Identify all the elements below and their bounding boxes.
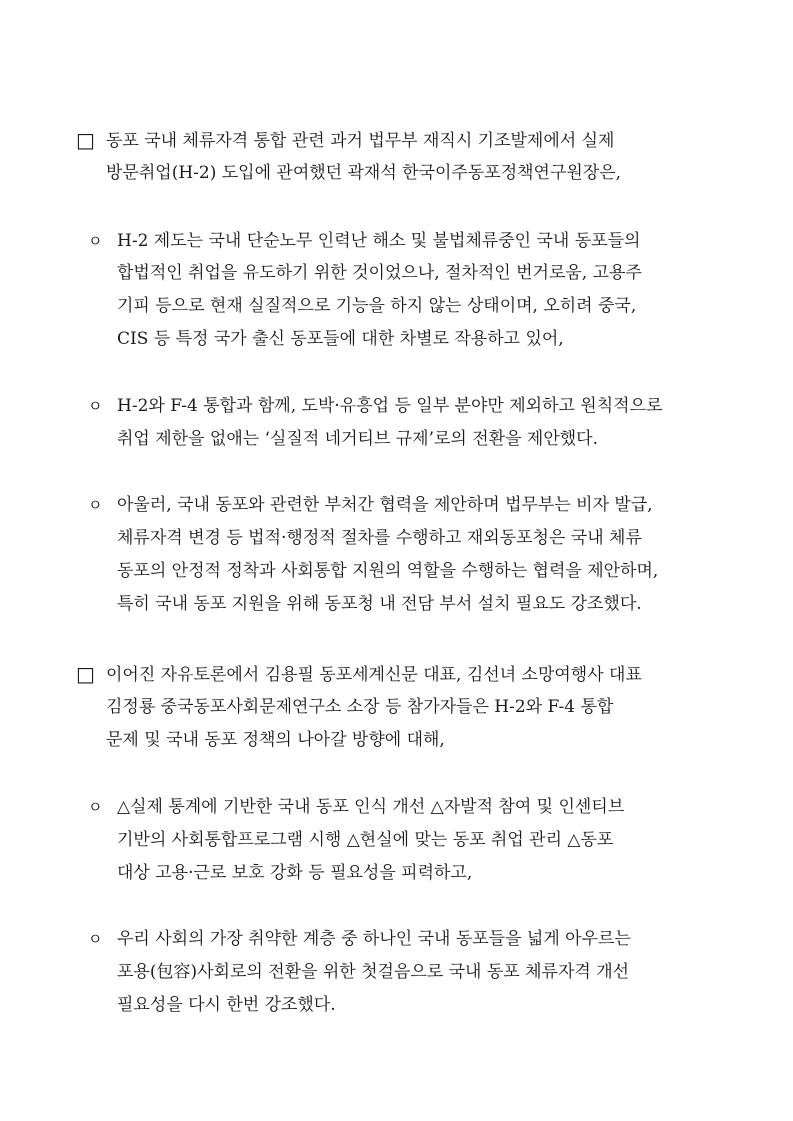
paragraph-line: 기피 등으로 현재 실질적으로 기능을 하지 않는 상태이며, 오히려 중국, [117,296,637,316]
paragraph-line: 우리 사회의 가장 취약한 계층 중 하나인 국내 동포들을 넓게 아우르는 [117,929,631,949]
paragraph-line: H-2와 F-4 통합과 함께, 도박·유흥업 등 일부 분야만 제외하고 원칙적으로 [117,396,663,416]
paragraph-line: 취업 제한을 없애는 ‘실질적 네거티브 규제’로의 전환을 제안했다. [117,429,599,449]
circle-bullet-icon: ㅇ [88,496,103,514]
square-bullet-icon: □ [76,128,95,152]
paragraph-line: 방문취업(H-2) 도입에 관여했던 곽재석 한국이주동포정책연구원장은, [106,163,622,183]
paragraph-line: 문제 및 국내 동포 정책의 나아갈 방향에 대해, [106,730,445,750]
paragraph-line: H-2 제도는 국내 단순노무 인력난 해소 및 불법체류중인 국내 동포들의 [117,231,641,251]
paragraph-line: 포용(包容)사회로의 전환을 위한 첫걸음으로 국내 동포 체류자격 개선 [117,962,630,982]
paragraph-line: 대상 고용·근로 보호 강화 등 필요성을 피력하고, [117,863,473,883]
paragraph-line: △실제 통계에 기반한 국내 동포 인식 개선 △자발적 참여 및 인센티브 [117,797,625,817]
circle-bullet-icon: ㅇ [88,397,103,415]
paragraph-line: 체류자격 변경 등 법적·행정적 절차를 수행하고 재외동포청은 국내 체류 [117,528,642,548]
paragraph-line: 김정룡 중국동포사회문제연구소 소장 등 참가자들은 H-2와 F-4 통합 [106,697,614,717]
paragraph-line: 특히 국내 동포 지원을 위해 동포청 내 전담 부서 설치 필요도 강조했다. [117,594,642,614]
circle-bullet-icon: ㅇ [88,232,103,250]
circle-bullet-icon: ㅇ [88,798,103,816]
paragraph-line: 아울러, 국내 동포와 관련한 부처간 협력을 제안하며 법무부는 비자 발급, [117,495,653,515]
paragraph-line: 동포 국내 체류자격 통합 관련 과거 법무부 재직시 기조발제에서 실제 [106,131,615,151]
paragraph-line: 동포의 안정적 정착과 사회통합 지원의 역할을 수행하는 협력을 제안하며, [117,561,659,581]
square-bullet-icon: □ [76,662,95,686]
paragraph-line: 필요성을 다시 한번 강조했다. [117,995,336,1015]
circle-bullet-icon: ㅇ [88,930,103,948]
paragraph-line: 합법적인 취업을 유도하기 위한 것이었으나, 절차적인 번거로움, 고용주 [117,263,642,283]
paragraph-line: 기반의 사회통합프로그램 시행 △현실에 맞는 동포 취업 관리 △동포 [117,830,614,850]
paragraph-line: 이어진 자유토론에서 김용필 동포세계신문 대표, 김선녀 소망여행사 대표 [106,665,642,685]
paragraph-line: CIS 등 특정 국가 출신 동포들에 대한 차별로 작용하고 있어, [117,329,564,349]
